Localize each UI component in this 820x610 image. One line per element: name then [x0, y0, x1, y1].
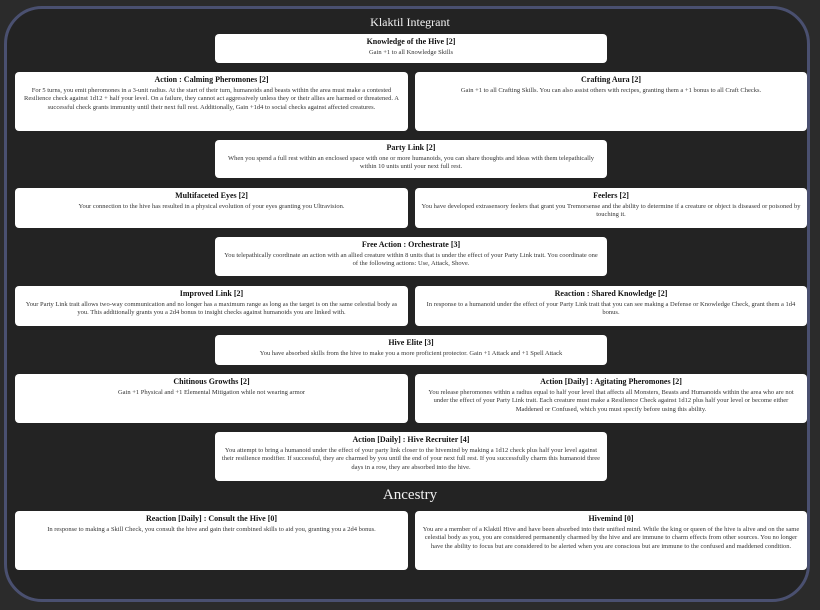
- trait-name: Multifaceted Eyes [2]: [175, 191, 248, 200]
- trait-name: Action [Daily] : Hive Recruiter [4]: [352, 435, 470, 444]
- trait-name: Party Link [2]: [386, 143, 436, 152]
- trait-card-shared-knowledge: [415, 286, 807, 326]
- trait-card-improved-link: [15, 286, 408, 326]
- trait-description: Gain +1 to all Knowledge Skills: [368, 49, 453, 56]
- page-title: Klaktil Integrant: [370, 15, 450, 29]
- trait-card-party-link: [215, 140, 607, 178]
- trait-card-knowledge-of-the-hive: [215, 34, 607, 63]
- trait-name: Hivemind [0]: [588, 514, 634, 523]
- trait-name: Chitinous Growths [2]: [173, 377, 250, 386]
- trait-description: In response to a humanoid under the effect of your Party Link trait that you can see making a Defense or Knowledge Check, grant them a 1d4 bonus.: [426, 301, 796, 317]
- trait-card-agitating-pheromones: [415, 374, 807, 423]
- trait-card-crafting-aura: [415, 72, 807, 131]
- trait-description: Gain +1 to all Crafting Skills. You can also assist others with recipes, granting them a +1 bonus to all Craft Checks.: [460, 87, 762, 94]
- trait-description: You are a member of a Klaktil Hive and have been absorbed into their unified mind. While the king or queen of the hive is alive and on the same celestial body as you, you are considered permanently charmed by the hive and are immune to charm effects from other sources. You no longer have the ability to focus but are considered to be alerted when you are conscious but are immune to the confused and maddened condition.: [422, 526, 800, 550]
- trait-card-feelers: [415, 188, 807, 228]
- trait-name: Crafting Aura [2]: [581, 75, 641, 84]
- trait-description: You telepathically coordinate an action with an allied creature within 8 units that is under the effect of your Party Link trait. You coordinate one of the following actions: Use, Attack, Shove.: [224, 252, 598, 268]
- trait-name: Hive Elite [3]: [388, 338, 434, 347]
- trait-card-consult-the-hive: [15, 511, 408, 570]
- trait-description: You have developed extrasensory feelers that grant you Tremorsense and the ability to determine if a creature or object is diseased or poisoned by touching it.: [421, 203, 801, 219]
- section-heading-ancestry: Ancestry: [382, 487, 438, 503]
- trait-name: Action [Daily] : Agitating Pheromones [2]: [540, 377, 682, 386]
- trait-card-calming-pheromones: [15, 72, 408, 131]
- trait-description: You have absorbed skills from the hive to make you a more proficient protector. Gain +1 Attack and +1 Spell Attack: [259, 350, 563, 357]
- trait-name: Improved Link [2]: [179, 289, 244, 298]
- trait-card-chitinous-growths: [15, 374, 408, 423]
- trait-description: In response to making a Skill Check, you consult the hive and gain their combined skills to aid you, granting you a 2d4 bonus.: [47, 526, 376, 533]
- trait-description: You attempt to bring a humanoid under the effect of your party link closer to the hivemind by making a 1d12 check plus half your level against their resilience modifier. If successful, they are charmed by you until the end of your next full rest. If you successfully charm this humanoid three days in a row, they are absorbed into the hive.: [221, 447, 601, 471]
- trait-description: Your connection to the hive has resulted in a physical evolution of your eyes granting you Ultravision.: [78, 203, 345, 210]
- trait-card-hive-recruiter: [215, 432, 607, 481]
- trait-name: Feelers [2]: [593, 191, 629, 200]
- trait-description: Your Party Link trait allows two-way communication and no longer has a maximum range as long as the target is on the same celestial body as you. This additionally grants you a 2d4 bonus to insight checks against humanoids you are linked with.: [25, 301, 398, 317]
- trait-card-multifaceted-eyes: [15, 188, 408, 228]
- trait-card-hive-elite: [215, 335, 607, 365]
- trait-card-orchestrate: [215, 237, 607, 276]
- trait-description: You release pheromones within a radius equal to half your level that affects all Monsters, Beasts and Humanoids within the area who are not under the effect of your Party Link trait. Each creature must make a Resilience Check against 1d12 plus half your level or become either Maddened or Confused, which you must specify before using this ability.: [428, 389, 794, 413]
- trait-description: When you spend a full rest within an enclosed space with one or more humanoids, you can share thoughts and ideas with them telepathically within 10 units until your next full rest.: [227, 155, 595, 171]
- trait-name: Free Action : Orchestrate [3]: [361, 240, 461, 249]
- trait-description: Gain +1 Physical and +1 Elemental Mitigation while not wearing armor: [117, 389, 306, 396]
- trait-name: Reaction [Daily] : Consult the Hive [0]: [145, 514, 278, 523]
- trait-name: Knowledge of the Hive [2]: [366, 37, 456, 46]
- trait-name: Action : Calming Pheromones [2]: [154, 75, 269, 84]
- trait-name: Reaction : Shared Knowledge [2]: [554, 289, 668, 298]
- trait-card-hivemind: [415, 511, 807, 570]
- trait-description: For 5 turns, you emit pheromones in a 3-unit radius. At the start of their turn, humanoids and beasts within the area must make a contested Resilience check against 1d12 + half your level. On a failure, they cannot act aggressively unless they or their allies are harmed or threatened. A successful check grants immunity until their next full rest. Additionally, Gain +1d4 to social checks against affected creatures.: [24, 87, 399, 111]
